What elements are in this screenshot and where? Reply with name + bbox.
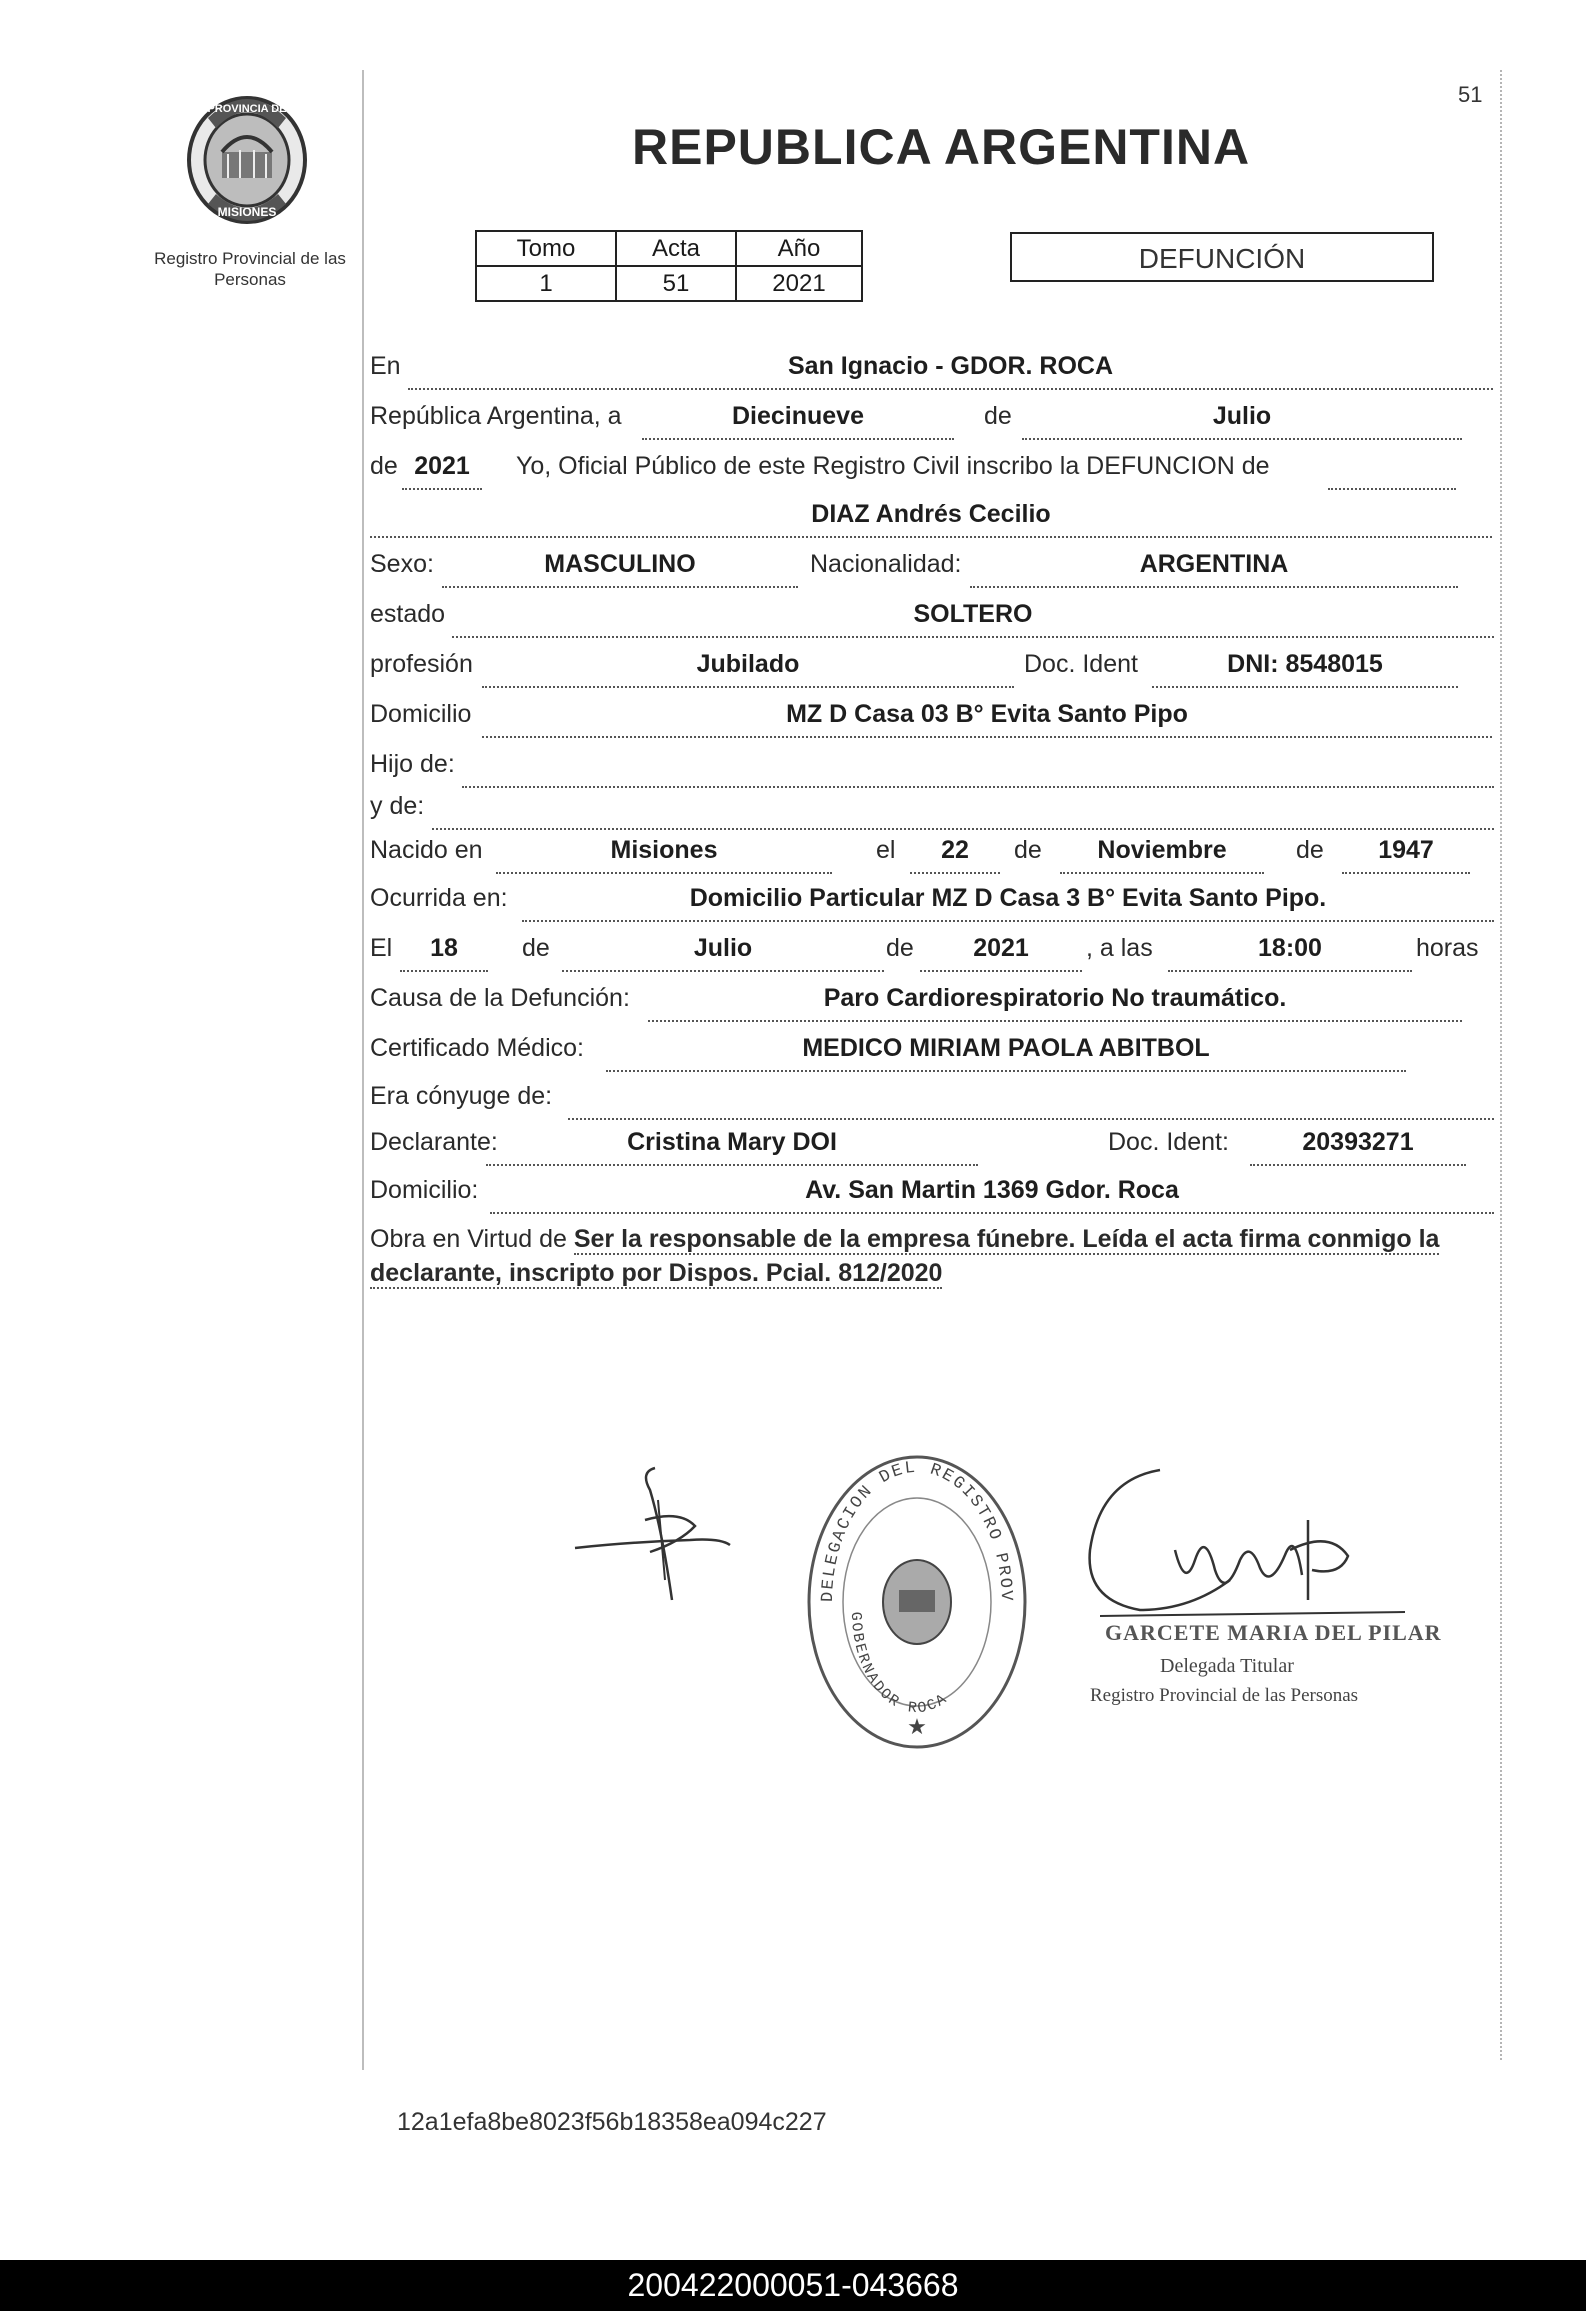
sexo-label: Sexo: bbox=[370, 550, 434, 578]
doc-ident-label: Doc. Ident bbox=[1024, 650, 1138, 678]
death-month-field: Julio bbox=[562, 934, 884, 972]
alas-label: , a las bbox=[1086, 934, 1153, 962]
place-field: San Ignacio - GDOR. ROCA bbox=[408, 352, 1493, 390]
declarante-field: Cristina Mary DOI bbox=[486, 1128, 978, 1166]
nacido-label: Nacido en bbox=[370, 836, 483, 864]
certificado-label: Certificado Médico: bbox=[370, 1034, 584, 1062]
tomo-acta-anio-table bbox=[475, 230, 863, 302]
tomo-label: Tomo bbox=[476, 231, 616, 266]
anio-label: Año bbox=[736, 231, 862, 266]
official-signature-icon bbox=[1080, 1460, 1420, 1640]
doc2-label: Doc. Ident: bbox=[1108, 1128, 1229, 1156]
profesion-label: profesión bbox=[370, 650, 473, 678]
right-margin-line bbox=[1500, 70, 1502, 2060]
de4-label: de bbox=[1296, 836, 1324, 864]
de3-label: de bbox=[1014, 836, 1042, 864]
footer-id-bar: 200422000051-043668 bbox=[0, 2260, 1586, 2311]
yde-label: y de: bbox=[370, 792, 425, 820]
nacionalidad-label: Nacionalidad: bbox=[810, 550, 962, 578]
domicilio-field: MZ D Casa 03 B° Evita Santo Pipo bbox=[482, 700, 1492, 738]
document-hash: 12a1efa8be8023f56b18358ea094c227 bbox=[397, 2108, 827, 2136]
de6-label: de bbox=[886, 934, 914, 962]
record-type-box: DEFUNCIÓN bbox=[1010, 232, 1434, 282]
svg-text:DELEGACION DEL REGISTRO PROVIN: DELEGACION DEL REGISTRO PROV bbox=[818, 1458, 1016, 1603]
ocurrida-label: Ocurrida en: bbox=[370, 884, 508, 912]
domicilio2-field: Av. San Martin 1369 Gdor. Roca bbox=[490, 1176, 1494, 1214]
province-emblem-icon bbox=[178, 82, 316, 234]
obra-paragraph bbox=[370, 1222, 1490, 1290]
acta-label: Acta bbox=[616, 231, 736, 266]
obra-label: Obra en Virtud de bbox=[370, 1225, 567, 1253]
certificado-field: MEDICO MIRIAM PAOLA ABITBOL bbox=[606, 1034, 1406, 1072]
profesion-field: Jubilado bbox=[482, 650, 1014, 688]
svg-text:PROVINCIA DE: PROVINCIA DE bbox=[207, 103, 287, 115]
birth-day-field: 22 bbox=[910, 836, 1000, 874]
declarante-label: Declarante: bbox=[370, 1128, 498, 1156]
province-emblem bbox=[178, 82, 316, 234]
year-field: 2021 bbox=[402, 452, 482, 490]
month-text-field: Julio bbox=[1022, 402, 1462, 440]
birth-year-field: 1947 bbox=[1342, 836, 1470, 874]
obra-value: Ser la responsable de la empresa fúnebre. Leída el acta firma conmigo la declarante, inscripto por Dispos. Pcial. 812/2020 bbox=[370, 1225, 1440, 1287]
republica-label: República Argentina, a bbox=[370, 402, 622, 430]
horas-label: horas bbox=[1416, 934, 1479, 962]
nacionalidad-field: ARGENTINA bbox=[970, 550, 1458, 588]
el-label: el bbox=[876, 836, 896, 864]
doc-ident-field: DNI: 8548015 bbox=[1152, 650, 1458, 688]
hijo-field bbox=[462, 750, 1494, 788]
inscribo-text: Yo, Oficial Público de este Registro Civil inscribo la DEFUNCION de bbox=[516, 452, 1270, 480]
declarant-signature-icon bbox=[570, 1460, 740, 1610]
left-margin-line bbox=[362, 70, 364, 2070]
domicilio2-label: Domicilio: bbox=[370, 1176, 479, 1204]
causa-label: Causa de la Defunción: bbox=[370, 984, 630, 1012]
official-registry: Registro Provincial de las Personas bbox=[1090, 1685, 1359, 1706]
de-label: de bbox=[984, 402, 1012, 430]
birth-month-field: Noviembre bbox=[1060, 836, 1264, 874]
ocurrida-field: Domicilio Particular MZ D Casa 3 B° Evita Santo Pipo. bbox=[522, 884, 1494, 922]
estado-label: estado bbox=[370, 600, 446, 628]
death-day-field: 18 bbox=[400, 934, 488, 972]
conyuge-field bbox=[568, 1082, 1494, 1120]
tomo-value: 1 bbox=[476, 266, 616, 301]
declarant-signature bbox=[570, 1460, 740, 1610]
svg-text:★: ★ bbox=[907, 1714, 927, 1739]
de5-label: de bbox=[522, 934, 550, 962]
causa-field: Paro Cardiorespiratorio No traumático. bbox=[648, 984, 1462, 1022]
hijo-label: Hijo de: bbox=[370, 750, 455, 778]
official-role: Delegada Titular bbox=[1160, 1655, 1294, 1677]
deceased-name-field: DIAZ Andrés Cecilio bbox=[370, 500, 1492, 538]
document-title: REPUBLICA ARGENTINA bbox=[632, 119, 1251, 175]
registry-caption: Registro Provincial de las Personas bbox=[154, 249, 346, 289]
en-label: En bbox=[370, 352, 401, 380]
death-year-field: 2021 bbox=[920, 934, 1082, 972]
svg-text:GOBERNADOR ROCA: GOBERNADOR ROCA bbox=[846, 1611, 952, 1718]
official-stamp bbox=[802, 1452, 1032, 1752]
el2-label: El bbox=[370, 934, 393, 962]
day-text-field: Diecinueve bbox=[642, 402, 954, 440]
acta-value: 51 bbox=[616, 266, 736, 301]
page-number: 51 bbox=[1458, 82, 1483, 107]
sexo-field: MASCULINO bbox=[442, 550, 798, 588]
estado-field: SOLTERO bbox=[452, 600, 1494, 638]
anio-value: 2021 bbox=[736, 266, 862, 301]
doc2-field: 20393271 bbox=[1250, 1128, 1466, 1166]
official-signature bbox=[1080, 1460, 1420, 1640]
domicilio-label: Domicilio bbox=[370, 700, 472, 728]
official-stamp-icon bbox=[802, 1452, 1032, 1752]
yde-field bbox=[432, 792, 1494, 830]
birth-place-field: Misiones bbox=[496, 836, 832, 874]
de2-label: de bbox=[370, 452, 398, 480]
svg-text:MISIONES: MISIONES bbox=[217, 205, 277, 219]
inscribo-tail-field bbox=[1328, 452, 1456, 490]
official-name: GARCETE MARIA DEL PILAR bbox=[1105, 1620, 1442, 1645]
death-time-field: 18:00 bbox=[1168, 934, 1412, 972]
conyuge-label: Era cónyuge de: bbox=[370, 1082, 553, 1110]
